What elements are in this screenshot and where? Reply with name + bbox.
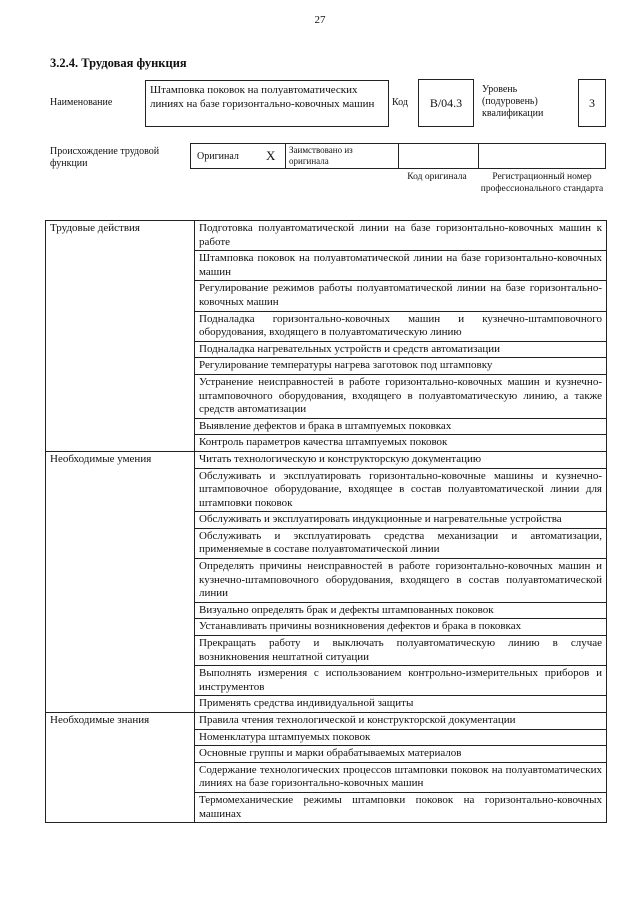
table-row [46, 221, 607, 251]
item-cell: Правила чтения технологической и конструкторской документации [195, 713, 607, 730]
original-mark: X [266, 148, 276, 163]
origin-code-label: Код оригинала [407, 172, 467, 182]
function-name: Штамповка поковок на полуавтоматических линиях на базе горизонтально-ковочных машин [145, 80, 389, 127]
code-label: Код [392, 97, 408, 108]
item-cell: Регулирование температуры нагрева заготовок под штамповку [195, 358, 607, 375]
category-cell: Трудовые действия [46, 221, 195, 452]
item-cell: Выявление дефектов и брака в штампуемых поковках [195, 418, 607, 435]
item-cell: Обслуживать и эксплуатировать средства механизации и автоматизации, применяемые в составе полуавтоматической линии [195, 528, 607, 558]
item-cell: Контроль параметров качества штампуемых поковок [195, 435, 607, 452]
function-details-table [45, 220, 607, 823]
item-cell: Устранение неисправностей в работе горизонтально-ковочных машин и кузнечно-штамповочного оборудования, входящего в полуавтоматическую линию, а также средств автоматизации [195, 374, 607, 418]
table-row [46, 713, 607, 730]
item-cell: Применять средства индивидуальной защиты [195, 696, 607, 713]
item-cell: Подналадка горизонтально-ковочных машин и кузнечно-штамповочного оборудования, входящего в полуавтоматическую линию [195, 311, 607, 341]
name-label: Наименование [50, 97, 113, 108]
function-code: B/04.3 [418, 79, 474, 127]
item-cell: Номенклатура штампуемых поковок [195, 729, 607, 746]
item-cell: Регулирование режимов работы полуавтоматической линии на базе горизонтально-ковочных машин [195, 281, 607, 311]
item-cell: Обслуживать и эксплуатировать горизонтально-ковочные машины и кузнечно-штамповочное оборудование, входящее в состав полуавтоматической линии для штамповки поковок [195, 468, 607, 512]
original-cell [191, 144, 286, 168]
item-cell: Основные группы и марки обрабатываемых материалов [195, 746, 607, 763]
page-number: 27 [314, 14, 326, 26]
item-cell: Выполнять измерения с использованием контрольно-измерительных приборов и инструментов [195, 666, 607, 696]
level-label: Уровень (подуровень) квалификации [482, 84, 544, 119]
origin-row [190, 143, 606, 169]
item-cell: Обслуживать и эксплуатировать индукционные и нагревательные устройства [195, 512, 607, 529]
table-row [46, 451, 607, 468]
item-cell: Термомеханические режимы штамповки поковок на горизонтально-ковочных машинах [195, 792, 607, 822]
item-cell: Устанавливать причины возникновения дефектов и брака в поковках [195, 619, 607, 636]
item-cell: Определять причины неисправностей в работе горизонтально-ковочных машин и кузнечно-штамповочного оборудования, входящего в состав полуавтоматической линии [195, 559, 607, 603]
item-cell: Подналадка нагревательных устройств и средств автоматизации [195, 341, 607, 358]
borrowed-cell [286, 144, 399, 168]
original-label: Оригинал [197, 151, 239, 162]
item-cell: Содержание технологических процессов штамповки поковок на полуавтоматических линиях на базе горизонтально-ковочных машин [195, 762, 607, 792]
category-cell: Необходимые умения [46, 451, 195, 712]
borrowed-label: Заимствовано из оригинала [289, 145, 353, 166]
item-cell: Штамповка поковок на полуавтоматической линии на базе горизонтально-ковочных машин [195, 251, 607, 281]
item-cell: Читать технологическую и конструкторскую документацию [195, 451, 607, 468]
item-cell: Прекращать работу и выключать полуавтоматическую линию в случае возникновения нештатной ситуации [195, 636, 607, 666]
category-cell: Необходимые знания [46, 713, 195, 823]
item-cell: Подготовка полуавтоматической линии на базе горизонтально-ковочных машин к работе [195, 221, 607, 251]
item-cell: Визуально определять брак и дефекты штампованных поковок [195, 602, 607, 619]
origin-code-cell [399, 144, 479, 168]
qualification-level: 3 [578, 79, 606, 127]
origin-label: Происхождение трудовой функции [50, 146, 160, 169]
reg-number-label: Регистрационный номер профессионального стандарта [480, 172, 604, 194]
section-title: 3.2.4. Трудовая функция [50, 56, 187, 70]
reg-number-cell [479, 144, 605, 168]
